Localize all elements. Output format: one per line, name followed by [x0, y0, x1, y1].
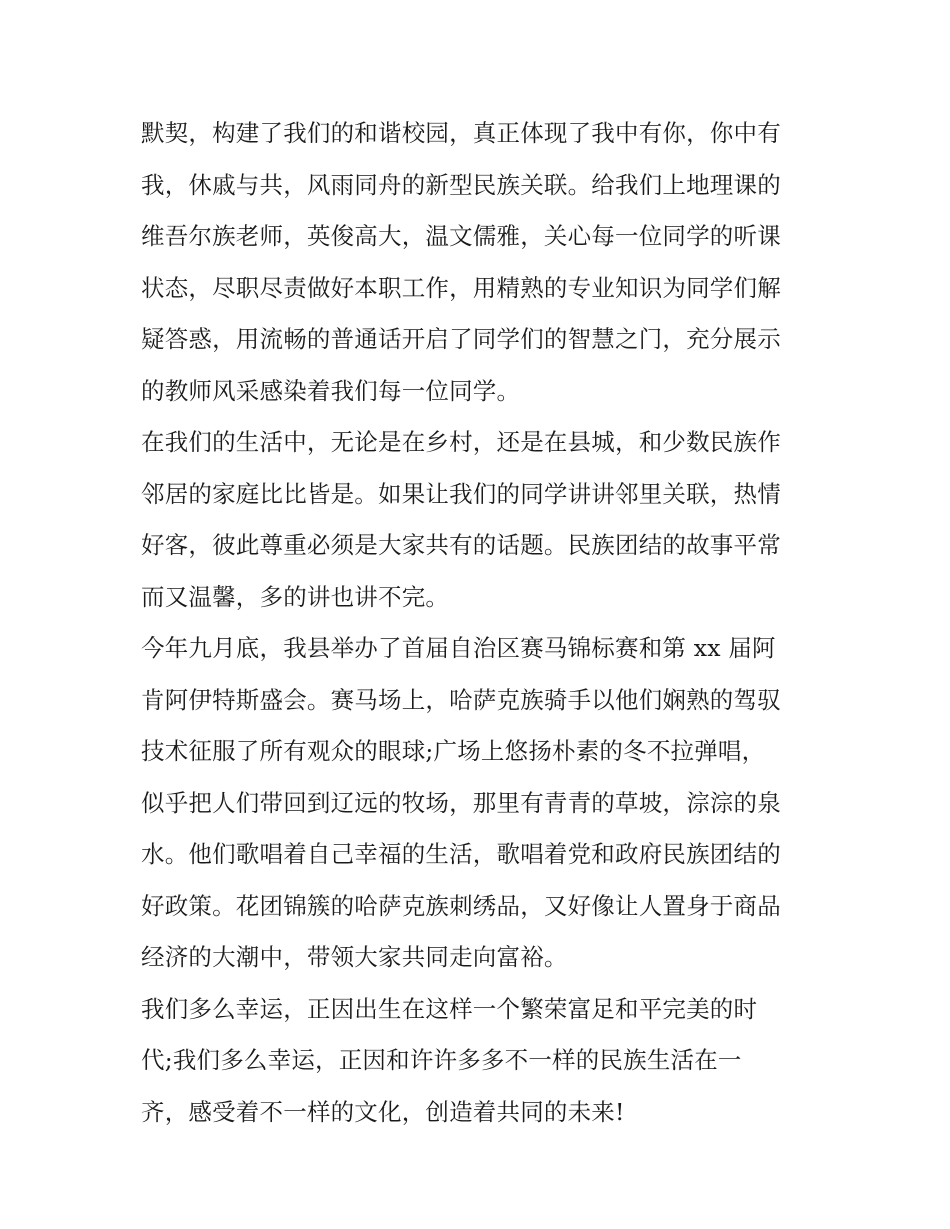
text-line: 我们多么幸运，正因出生在这样一个繁荣富足和平完美的时: [141, 994, 758, 1023]
text-line: 似乎把人们带回到辽远的牧场，那里有青青的草坡，淙淙的泉: [141, 788, 781, 817]
body-text: [141, 108, 821, 1138]
text-line: 经济的大潮中，带领大家共同走向富裕。: [141, 943, 568, 971]
text-line: 好政策。花团锦簇的哈萨克族刺绣品，又好像让人置身于商品: [141, 891, 781, 920]
text-line: 好客，彼此尊重必须是大家共有的话题。民族团结的故事平常: [141, 531, 781, 559]
text-line: 邻居的家庭比比皆是。如果让我们的同学讲讲邻里关联，热情: [141, 479, 781, 508]
text-line: 疑答惑，用流畅的普通话开启了同学们的智慧之门，充分展示: [141, 325, 781, 353]
text-line: 状态，尽职尽责做好本职工作，用精熟的专业知识为同学们解: [141, 273, 781, 302]
text-line: 默契，构建了我们的和谐校园，真正体现了我中有你，你中有: [141, 119, 781, 147]
text-line: 齐，感受着不一样的文化，创造着共同的未来!: [141, 1097, 625, 1126]
text-line: 我，休戚与共，风雨同舟的新型民族关联。给我们上地理课的: [141, 170, 781, 199]
text-line: 而又温馨，多的讲也讲不完。: [141, 582, 450, 611]
text-line: 技术征服了所有观众的眼球;广场上悠扬朴素的冬不拉弹唱，: [141, 737, 766, 765]
text-line: 水。他们歌唱着自己幸福的生活，歌唱着党和政府民族团结的: [141, 840, 781, 868]
text-line: 肯阿伊特斯盛会。赛马场上，哈萨克族骑手以他们娴熟的驾驭: [141, 685, 781, 714]
text-line: 在我们的生活中，无论是在乡村，还是在县城，和少数民族作: [141, 428, 781, 456]
text-line: 今年九月底，我县举办了首届自治区赛马锦标赛和第 xx 届阿: [141, 634, 776, 662]
text-line: 代;我们多么幸运，正因和许许多多不一样的民族生活在一: [141, 1046, 742, 1074]
text-line: 的教师风采感染着我们每一位同学。: [141, 376, 521, 405]
text-line: 维吾尔族老师，英俊高大，温文儒雅，关心每一位同学的听课: [141, 222, 781, 250]
